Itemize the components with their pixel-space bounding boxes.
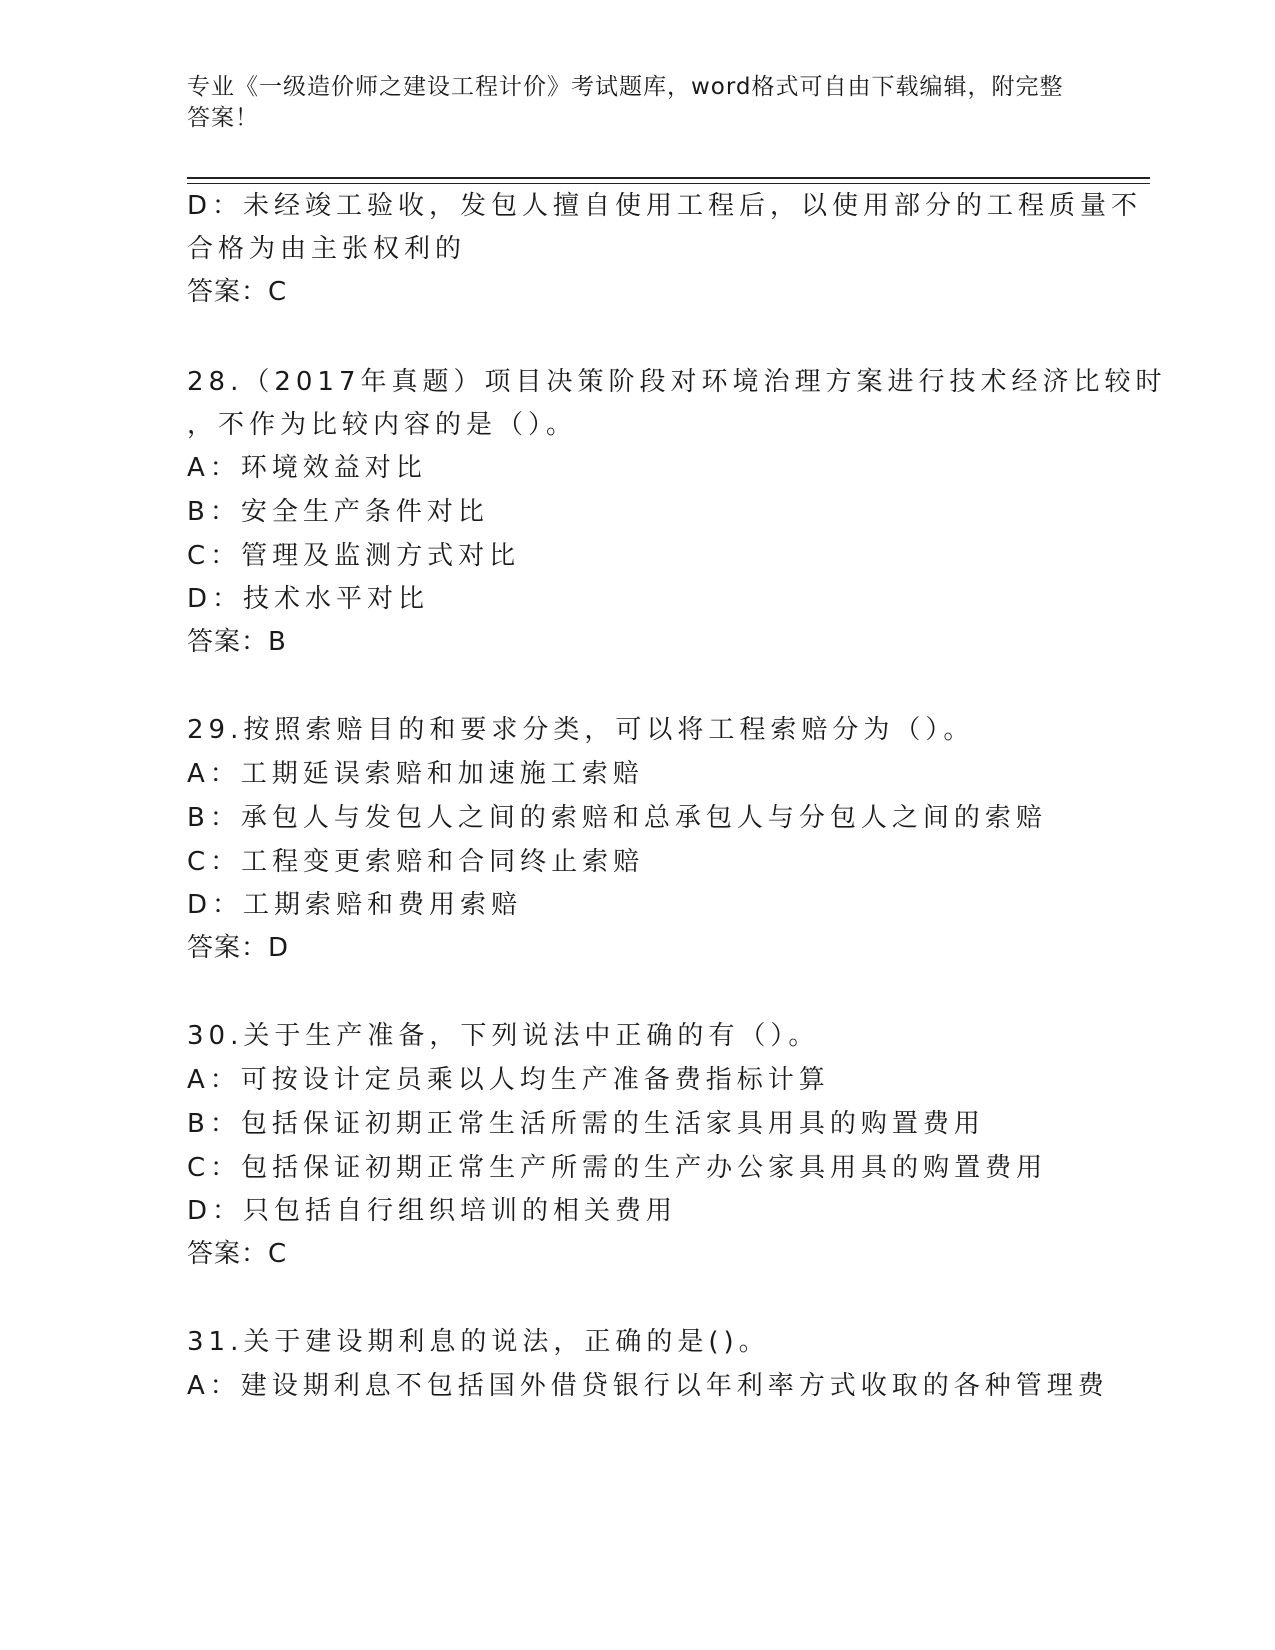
q30-option-d: D：只包括自行组织培训的相关费用	[187, 1196, 678, 1226]
q29-answer: 答案：D	[187, 933, 290, 963]
q31-option-a: A：建设期利息不包括国外借贷银行以年利率方式收取的各种管理费	[187, 1371, 1109, 1401]
q29-option-c: C：工程变更索赔和合同终止索赔	[187, 847, 645, 877]
q29-stem: 29.按照索赔目的和要求分类，可以将工程索赔分为（）。	[187, 715, 975, 745]
q27-option-d-line2: 合格为由主张权利的	[187, 234, 467, 264]
q30-option-a: A：可按设计定员乘以人均生产准备费指标计算	[187, 1065, 830, 1095]
header-divider-thin	[187, 183, 1150, 184]
q28-option-c: C：管理及监测方式对比	[187, 541, 521, 571]
header-divider-thick	[187, 177, 1150, 179]
q30-stem: 30.关于生产准备，下列说法中正确的有（）。	[187, 1021, 820, 1051]
document-header: 专业《一级造价师之建设工程计价》考试题库，word格式可自由下载编辑，附完整答案！	[187, 74, 1064, 131]
q28-stem-line2: ，不作为比较内容的是（）。	[187, 410, 578, 440]
q30-answer: 答案：C	[187, 1239, 288, 1269]
q28-option-a: A：环境效益对比	[187, 453, 427, 483]
q29-option-a: A：工期延误索赔和加速施工索赔	[187, 759, 644, 789]
q29-option-b: B：承包人与发包人之间的索赔和总承包人与分包人之间的索赔	[187, 803, 1047, 833]
q28-option-d: D：技术水平对比	[187, 584, 430, 614]
q30-option-b: B：包括保证初期正常生活所需的生活家具用具的购置费用	[187, 1109, 985, 1139]
q28-answer: 答案：B	[187, 627, 287, 657]
q27-option-d-line1: D：未经竣工验收，发包人擅自使用工程后，以使用部分的工程质量不	[187, 191, 1143, 221]
q31-stem: 31.关于建设期利息的说法，正确的是()。	[187, 1327, 770, 1357]
q29-option-d: D：工期索赔和费用索赔	[187, 890, 523, 920]
q27-answer: 答案：C	[187, 277, 288, 307]
q28-option-b: B：安全生产条件对比	[187, 497, 489, 527]
q28-stem-line1: 28.（2017年真题）项目决策阶段对环境治理方案进行技术经济比较时	[187, 367, 1167, 397]
q30-option-c: C：包括保证初期正常生产所需的生产办公家具用具的购置费用	[187, 1153, 1048, 1183]
